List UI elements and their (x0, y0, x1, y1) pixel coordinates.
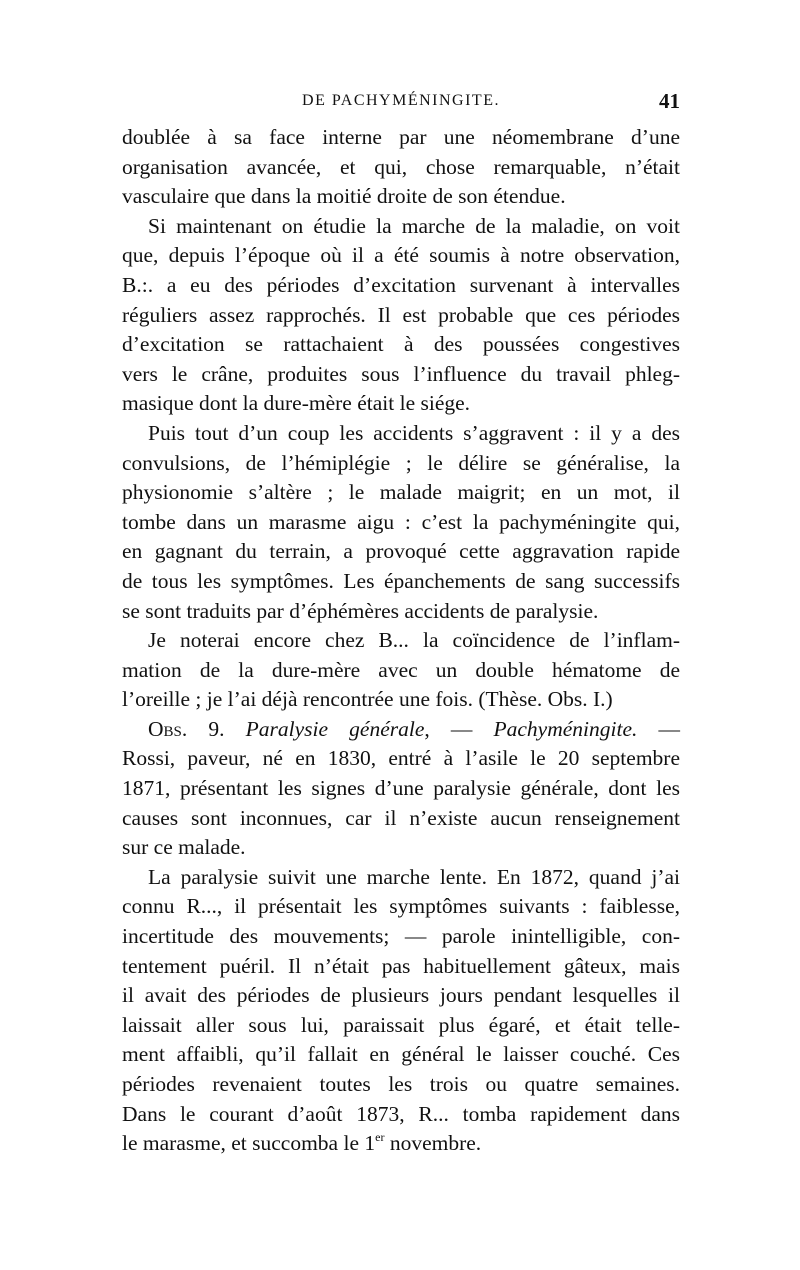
body-text (122, 123, 680, 1159)
text-line: de tous les symptômes. Les épanchements de sang successifs (122, 568, 680, 593)
text-line: incertitude des mouvements; — parole inintelligible, con- (122, 924, 680, 949)
text-line: que, depuis l’époque où il a été soumis à notre observation, (122, 243, 680, 268)
text-line: tombe dans un marasme aigu : c’est la pachyméningite qui, (122, 509, 680, 534)
final-line-text: le marasme, et succomba le 1 (122, 1131, 376, 1156)
text-line: se sont traduits par d’éphémères accidents de paralysie. (122, 598, 599, 623)
text-line: il avait des périodes de plusieurs jours pendant lesquelles il (122, 983, 680, 1008)
observation-label: Obs. 9. (148, 716, 225, 741)
running-title: DE PACHYMÉNINGITE. (302, 92, 500, 109)
text-line: Puis tout d’un coup les accidents s’aggravent : il y a des (148, 420, 680, 445)
observation-title-1: Paralysie générale (245, 716, 425, 741)
text-line: laissait aller sous lui, paraissait plus égaré, et était telle- (122, 1012, 680, 1037)
text-line: masique dont la dure-mère était le siége. (122, 391, 471, 416)
paragraph (122, 863, 680, 1159)
text-line: convulsions, de l’hémiplégie ; le délire se généralise, la (122, 450, 680, 475)
observation-separator: , — (424, 716, 494, 741)
text-line-final (122, 1129, 680, 1159)
ordinal-superscript: er (375, 1130, 385, 1145)
text-line: physionomie s’altère ; le malade maigrit; en un mot, il (122, 480, 680, 505)
text-line: ment affaibli, qu’il fallait en général le laisser couché. Ces (122, 1042, 680, 1067)
paragraph (122, 123, 680, 212)
final-line-end: novembre. (384, 1131, 482, 1156)
text-line: d’excitation se rattachaient à des poussées congestives (122, 332, 680, 357)
page-header (122, 89, 680, 118)
text-line: vers le crâne, produites sous l’influence du travail phleg- (122, 361, 680, 386)
paragraph (122, 212, 680, 419)
text-line: connu R..., il présentait les symptômes suivants : faiblesse, (122, 894, 680, 919)
text-line: vasculaire que dans la moitié droite de son étendue. (122, 184, 566, 209)
page-number: 41 (659, 89, 680, 113)
text-line: mation de la dure-mère avec un double hématome de (122, 657, 680, 682)
text-line: Je noterai encore chez B... la coïncidence de l’inflam- (148, 628, 680, 653)
text-line: B.:. a eu des périodes d’excitation survenant à intervalles (122, 272, 680, 297)
observation-title-2: Pachyméningite. (493, 716, 638, 741)
text-line: 1871, présentant les signes d’une paralysie générale, dont les (122, 776, 680, 801)
text-line: Rossi, paveur, né en 1830, entré à l’asile le 20 septembre (122, 746, 680, 771)
text-line: l’oreille ; je l’ai déjà rencontrée une fois. (Thèse. Obs. I.) (122, 687, 613, 712)
text-line: périodes revenaient toutes les trois ou quatre semaines. (122, 1072, 680, 1096)
observation-heading-line (122, 715, 680, 745)
text-line: Si maintenant on étudie la marche de la maladie, on voit (148, 213, 680, 238)
paragraph (122, 626, 680, 715)
observation-dash: — (637, 716, 681, 741)
text-line: causes sont inconnues, car il n’existe aucun renseignement (122, 805, 680, 830)
text-line: réguliers assez rapprochés. Il est probable que ces périodes (122, 302, 680, 327)
text-line: sur ce malade. (122, 835, 246, 860)
text-line: La paralysie suivit une marche lente. En 1872, quand j’ai (148, 864, 680, 889)
text-line: Dans le courant d’août 1873, R... tomba rapidement dans (122, 1101, 680, 1126)
paragraph (122, 419, 680, 626)
text-line: doublée à sa face interne par une néomembrane d’une (122, 125, 680, 149)
text-line: organisation avancée, et qui, chose remarquable, n’était (122, 154, 680, 179)
text-line: tentement puéril. Il n’était pas habituellement gâteux, mais (122, 953, 680, 978)
text-line: en gagnant du terrain, a provoqué cette aggravation rapide (122, 539, 680, 564)
observation-paragraph (122, 715, 680, 863)
